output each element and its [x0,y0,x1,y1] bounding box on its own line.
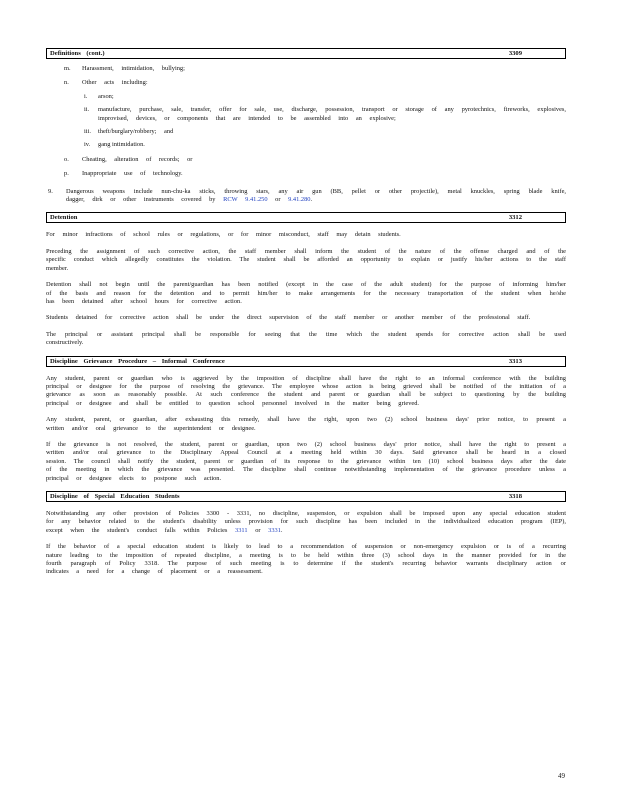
policy-3311-link[interactable]: 3311 [235,526,248,534]
detention-paragraph-3: Detention shall not begin until the parent/guardian has been notified (except in the case of the adult student) for the purpose of informing him/her of the basis and reason for the detention and to permit him/her to make arrangements for the necessary transportation of the student when he/she has been detained after school hours for corrective action. [46,281,566,305]
list-subitem-iii [46,128,566,136]
detention-paragraph-1: For minor infractions of school rules or regulations, or for minor misconduct, staff may detain students. [46,231,401,239]
subitem-text: theft/burglary/robbery; and [98,128,174,136]
or-text: or [275,196,281,204]
list-item-p [46,170,566,178]
grievance-paragraph-2: Any student, parent, or guardian, after exhausting this remedy, shall have the right, upon two (2) school business days' prior notice, to present a written and/or oral grievance to the superintendent or designee. [46,416,566,432]
item-text [66,188,566,205]
special-ed-title: Discipline of Special Education Students [50,493,180,500]
definitions-header [46,48,566,59]
or-text: or [255,526,261,534]
list-item-o [46,156,566,164]
special-ed-header [46,491,566,502]
list-item-m [46,65,566,73]
rcw-9-41-280-link[interactable]: 9.41.280 [288,196,311,204]
detention-title: Detention [50,214,78,222]
subitem-text: arson; [98,92,114,100]
definitions-title: Definitions (cont.) [50,50,105,57]
detention-header [46,212,566,223]
list-item-n [46,79,566,87]
special-ed-p1-text: Notwithstanding any other provision of Policies 3300 - 3331, no discipline, suspension, or expulsion shall be imposed upon any special education student for any behavior related to the student's disability unless provision for such discipline has been included in the individualized education program (IEP), except when the student's conduct falls within Policies [46,510,566,534]
grievance-title: Discipline Grievance Procedure – Informal Conference [50,357,225,365]
detention-paragraph-2: Preceding the assignment of such corrective action, the staff member shall inform the student of the nature of the offense charged and of the specific conduct which allegedly constitutes the violation. The student shall be afforded an opportunity to explain or justify his/her actions to the staff member. [46,247,566,272]
special-ed-number: 3318 [508,493,522,500]
detention-paragraph-5: The principal or assistant principal shall be responsible for seeing that the time which the student spends for corrective action shall be used constructively. [46,330,566,347]
item-marker: m. [64,65,71,72]
detention-paragraph-4: Students detained for corrective action shall be under the direct supervision of the staff member or another member of the professional staff. [46,314,531,322]
item-marker: 9. [48,187,53,195]
list-subitem-ii [46,106,566,123]
p1-end: . [280,526,283,534]
definitions-number: 3309 [508,50,522,57]
grievance-number: 3313 [508,357,522,365]
list-item-9 [46,188,566,205]
item-text-body: Dangerous weapons include nun-chu-ka sticks, throwing stars, any air gun (BB, pellet or other projectile), metal knuckles, spring blade knife, dagger, dirk or other instruments covered by [66,187,566,204]
subitem-text: gang intimidation. [98,141,145,149]
item-text: Inappropriate use of technology. [82,170,183,178]
grievance-header [46,356,566,367]
special-ed-paragraph-2: If the behavior of a special education student is likely to lead to a recommendation of suspension or non-emergency expulsion or is of a recurring nature leading to the imposition of repeated discipline, a meeting is to be held within three (3) school days in the manner provided for in the fourth paragraph of Policy 3318. The purpose of such meeting is to determine if the student's recurring behavior warrants disciplinary action or indicates a need for a change of placement or a reassessment. [46,543,566,576]
item-text: Harassment, intimidation, bullying; [82,65,185,72]
rcw-9-41-250-link[interactable]: 9.41.250 [245,196,268,204]
subitem-text: manufacture, purchase, sale, transfer, offer for sale, use, discharge, possession, transport or storage of any pyrotechnics, fireworks, explosives, improvised, devices, or components that are intended to be assembled into an explosive; [98,106,566,122]
special-ed-paragraph-1 [46,510,566,535]
rcw-link[interactable]: RCW [223,196,238,204]
list-subitem-i [46,93,566,101]
grievance-paragraph-3: If the grievance is not resolved, the student, parent or guardian, upon two (2) school business days' prior notice, shall have the right to present a written and/or oral grievance to the Disciplinary Appeal Council at a meeting held within 30 days. Said grievance shall be heard in a closed session. The council shall notify the student, parent or guardian of its response to the grievance within ten (10) school business days after the date of the meeting in which the grievance was presented. The discipline shall continue notwithstanding implementation of the grievance procedure unless a principal or designee elects to postpone such action. [46,440,566,482]
list-subitem-iv [46,141,566,149]
subitem-marker: iv. [84,141,91,149]
detention-number: 3312 [508,214,522,222]
subitem-marker: ii. [84,106,90,114]
item-marker: p. [64,170,69,178]
grievance-paragraph-1: Any student, parent or guardian who is aggrieved by the imposition of discipline shall have the right to an informal conference with the building principal or designee for the purpose of resolving the grievance. The employee whose action is being grieved shall be notified of the initiation of a grievance as soon as reasonably possible. At such conference the student and parent or guardian shall be subject to questioning by the building principal or designee and shall be entitled to question school personnel involved in the matter being grieved. [46,374,566,407]
policy-3331-link[interactable]: 3331 [268,526,281,534]
item-text: Cheating, alteration of records; or [82,155,193,163]
subitem-marker: i. [84,92,88,100]
item-end: . [310,196,313,204]
page-number: 49 [558,772,565,780]
item-text: Other acts including: [82,79,148,87]
subitem-marker: iii. [84,128,91,136]
item-marker: o. [64,155,69,163]
item-marker: n. [64,79,69,87]
document-page [46,48,566,577]
